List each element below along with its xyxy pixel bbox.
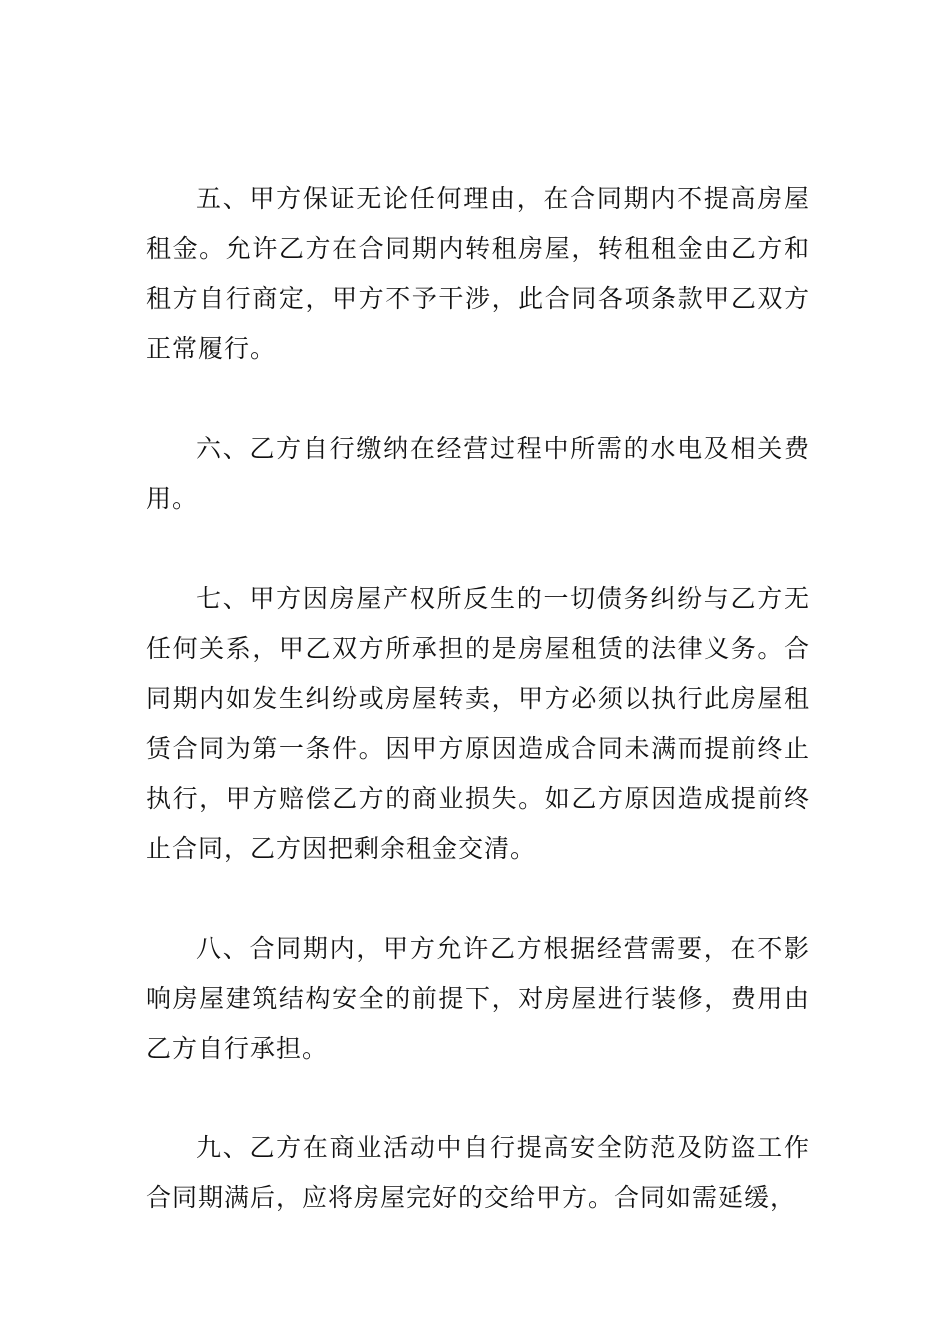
clause-6-paragraph: 六、乙方自行缴纳在经营过程中所需的水电及相关费用。 xyxy=(146,434,810,513)
clause-5-paragraph: 五、甲方保证无论任何理由，在合同期内不提高房屋租金。允许乙方在合同期内转租房屋，转租租金由乙方和租方自行商定，甲方不予干涉，此合同各项条款甲乙双方正常履行。 xyxy=(146,184,810,363)
clause-7-paragraph: 七、甲方因房屋产权所反生的一切债务纠纷与乙方无任何关系，甲乙双方所承担的是房屋租赁的法律义务。合同期内如发生纠纷或房屋转卖，甲方必须以执行此房屋租赁合同为第一条件。因甲方原因造成合同未满而提前终止执行，甲方赔偿乙方的商业损失。如乙方原因造成提前终止合同，乙方因把剩余租金交清。 xyxy=(146,584,810,863)
clause-9-paragraph: 九、乙方在商业活动中自行提高安全防范及防盗工作合同期满后，应将房屋完好的交给甲方。合同如需延缓， xyxy=(146,1133,810,1212)
clause-8-paragraph: 八、合同期内，甲方允许乙方根据经营需要，在不影响房屋建筑结构安全的前提下，对房屋进行装修，费用由乙方自行承担。 xyxy=(146,934,810,1063)
